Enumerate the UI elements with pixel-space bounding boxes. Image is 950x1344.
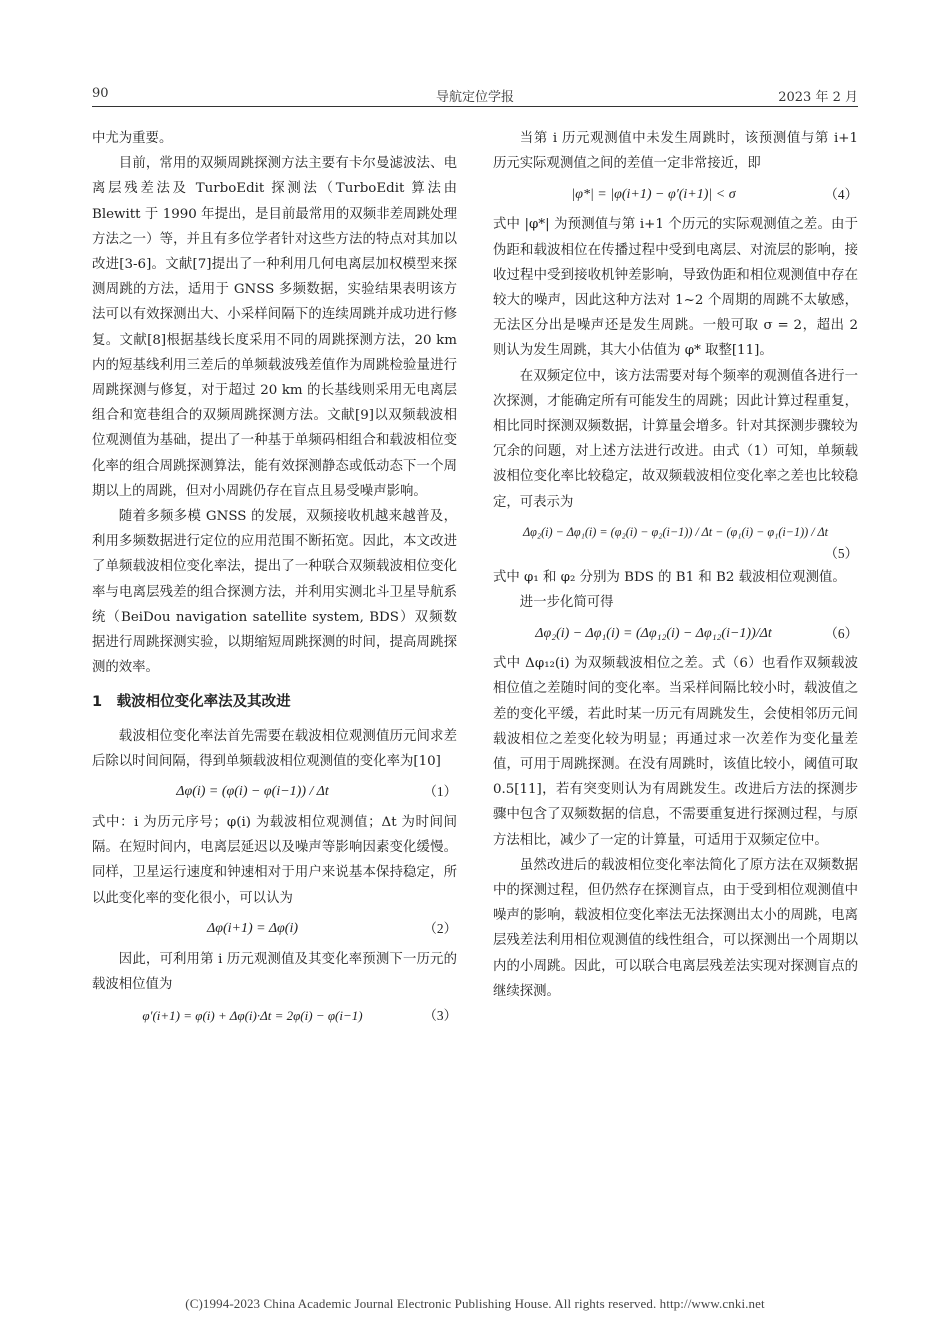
- header-rule: [92, 106, 858, 107]
- paragraph: 式中 φ₁ 和 φ₂ 分别为 BDS 的 B1 和 B2 载波相位观测值。: [493, 569, 846, 585]
- paragraph: 载波相位变化率法首先需要在载波相位观测值历元间求差后除以时间间隔，得到单频载波相位观测值的变化率为[10]: [92, 728, 457, 769]
- paragraph: 因此，可利用第 i 历元观测值及其变化率预测下一历元的载波相位值为: [92, 951, 457, 993]
- equation-6: [493, 615, 858, 651]
- equation-number: （2）: [423, 921, 457, 937]
- equation-4: [493, 176, 858, 212]
- paragraph: 在双频定位中，该方法需要对每个频率的观测值各进行一次探测，才能确定所有可能发生的周跳；因此计算过程重复，相比同时探测双频数据，计算量会增多。针对其探测步骤较为冗余的问题，对上述方法进行改进。由式（1）可知，单频载波相位变化率比较稳定，故双频载波相位变化率之差也比较稳定，可表示为: [493, 368, 858, 510]
- equation-formula: |φ*| = |φ(i+1) − φ′(i+1)| < σ: [571, 186, 736, 202]
- copyright-footer: (C)1994-2023 China Academic Journal Electronic Publishing House. All rights reserved. http://www.cnki.net: [185, 1296, 765, 1311]
- section-title: 1 载波相位变化率法及其改进: [92, 694, 291, 711]
- equation-formula: Δφ(i) = (φ(i) − φ(i−1)) / Δt: [176, 784, 329, 800]
- paragraph: 进一步化简可得: [519, 595, 614, 611]
- right-column: [493, 126, 858, 1004]
- equation-formula: Δφ₂(i) − Δφ₁(i) = (Δφ₁₂(i) − Δφ₁₂(i−1))/Δt: [535, 625, 772, 641]
- equation-number: （6）: [824, 625, 858, 641]
- paragraph: 式中 Δφ₁₂(i) 为双频载波相位之差。式（6）也看作双频载波相位值之差随时间的变化率。当采样间隔比较小时，载波值之差的变化平缓，若此时某一历元有周跳发生，会使相邻历元间载波相位之差变化较为明显；再通过求一次差作为变化量差值，可用于周跳探测。在没有周跳时，该值比较小，阈值可取 0.5[11]，若有突变则认为有周跳发生。改进后方法的探测步骤中包含了双频数据的信息，不需要重复进行探测过程，与原方法相比，减少了一定的计算量，可适用于双频定位中。: [493, 656, 858, 848]
- equation-number: （1）: [423, 784, 457, 800]
- issue-date: 2023 年 2 月: [778, 90, 858, 105]
- equation-formula: Δφ(i+1) = Δφ(i): [207, 921, 298, 937]
- equation-number: （3）: [423, 1007, 457, 1023]
- left-column: [92, 126, 457, 1033]
- paragraph: 目前，常用的双频周跳探测方法主要有卡尔曼滤波法、电离层残差法及 TurboEdit 探测法（TurboEdit 算法由 Blewitt 于 1990 年提出，是目前最常用的双频非差周跳处理方法之一）等，并且有多位学者针对这些方法的特点对其加以改进[3-6]。文献[7]提出了一种利用几何电离层加权模型来探测周跳的方法，适用于 GNSS 多频数据，实验结果表明该方法可以有效探测出大、小采样间隔下的连续周跳并成功进行修复。文献[8]根据基线长度采用不同的周跳探测方法，20 km 内的短基线利用三差后的单频载波残差值作为周跳检验量进行周跳探测与修复，对于超过 20 km 的长基线则采用无电离层组合和宽巷组合的双频周跳探测方法。文献[9]以双频载波相位观测值为基础，提出了一种基于单频码相组合和载波相位变化率的组合周跳探测算法，能有效探测静态或低动态下一个周期以上的周跳，但对小周跳仍存在盲点且易受噪声影响。: [92, 156, 457, 499]
- paragraph: 式中：i 为历元序号；φ(i) 为载波相位观测值；Δt 为时间间隔。在短时间内，电离层延迟以及噪声等影响因素变化缓慢。同样，卫星运行速度和钟速相对于用户来说基本保持稳定，所以此变化率的变化很小，可以认为: [92, 815, 457, 906]
- paragraph: 当第 i 历元观测值中未发生周跳时，该预测值与第 i+1 历元实际观测值之间的差值一定非常接近，即: [493, 131, 858, 172]
- paragraph: 中尤为重要。: [92, 131, 173, 146]
- equation-number: （5）: [824, 545, 858, 561]
- equation-1: [92, 774, 457, 810]
- equation-5: Δφ₂(i) − Δφ₁(i) = (φ₂(i) − φ₂(i−1)) / Δt − (φ₁(i) − φ₁(i−1)) / Δt: [522, 524, 829, 539]
- equation-formula: φ′(i+1) = φ(i) + Δφ(i)·Δt = 2φ(i) − φ(i−1): [142, 1007, 363, 1023]
- paragraph: 虽然改进后的载波相位变化率法简化了原方法在双频数据中的探测过程，但仍然存在探测盲点，由于受到相位观测值中噪声的影响，载波相位变化率法无法探测出太小的周跳，电离层残差法利用相位观测值的线性组合，可以探测出一个周期以内的小周跳。因此，可以联合电离层残差法实现对探测盲点的继续探测。: [493, 857, 858, 999]
- equation-number: （4）: [824, 186, 858, 202]
- paragraph: 式中 |φ*| 为预测值与第 i+1 个历元的实际观测值之差。由于伪距和载波相位在传播过程中受到电离层、对流层的影响，接收过程中受到接收机钟差影响，导致伪距和相位观测值中存在较大的噪声，因此这种方法对 1~2 个周期的周跳不太敏感，无法区分出是噪声还是发生周跳。一般可取 σ = 2，超出 2 则认为发生周跳，其大小估值为 φ* 取整[11]。: [493, 217, 858, 359]
- journal-name: 导航定位学报: [435, 90, 514, 105]
- page-number: 90: [92, 86, 109, 101]
- equation-2: [92, 911, 457, 947]
- paragraph: 随着多频多模 GNSS 的发展，双频接收机越来越普及，利用多频数据进行定位的应用范围不断拓宽。因此，本文改进了单频载波相位变化率法，提出了一种联合双频载波相位变化率与电离层残差的组合探测方法，并利用实测北斗卫星导航系统（BeiDou navigation satellite system, BDS）双频数据进行周跳探测实验，以期缩短周跳探测的时间，提高周跳探测的效率。: [92, 509, 457, 676]
- equation-3: [92, 997, 457, 1033]
